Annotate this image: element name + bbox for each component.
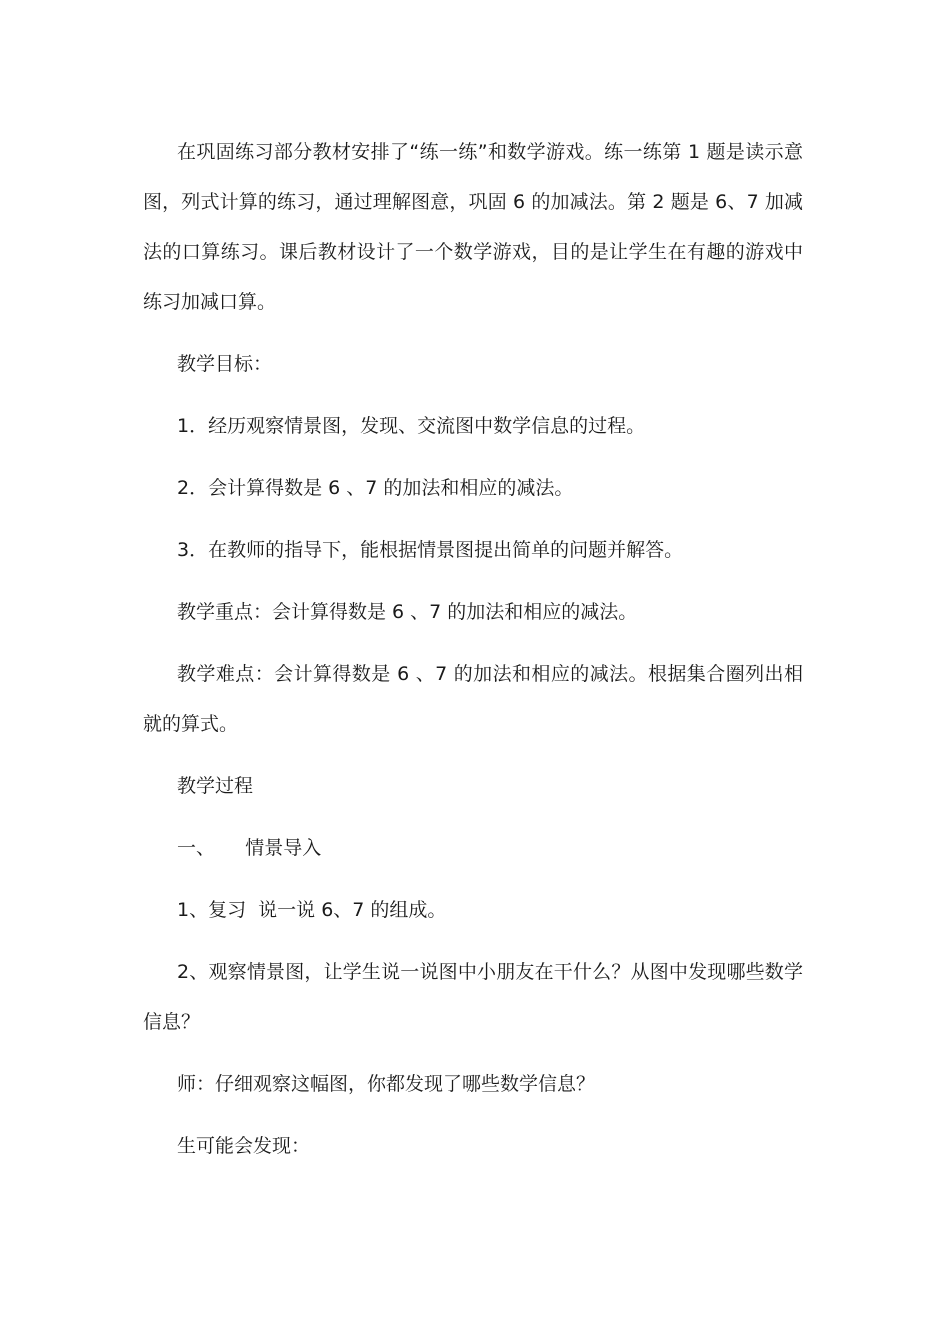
document-body xyxy=(143,127,803,1171)
paragraph-spacer xyxy=(143,811,803,823)
paragraph-spacer xyxy=(143,451,803,463)
paragraph-spacer xyxy=(143,637,803,649)
teaching-key-point: 教学重点：会计算得数是 6 、7 的加法和相应的减法。 xyxy=(177,601,638,623)
paragraph-practice-intro: 在巩固练习部分教材安排了“练一练”和数学游戏。练一练第 1 题是读示意图，列式计算的练习，通过理解图意，巩固 6 的加减法。第 2 题是 6、7 加减法的口算练习。课后教材设计了一个数学游戏，目的是让学生在有趣的游戏中练习加减口算。 xyxy=(143,141,803,313)
paragraph-spacer xyxy=(143,389,803,401)
teaching-difficulty: 教学难点：会计算得数是 6 、7 的加法和相应的减法。根据集合圈列出相就的算式。 xyxy=(143,663,803,735)
goal-item-2: 2．会计算得数是 6 、7 的加法和相应的减法。 xyxy=(177,477,574,499)
section-heading-intro: 一、 情景导入 xyxy=(177,837,322,859)
goal-item-3: 3．在教师的指导下，能根据情景图提出简单的问题并解答。 xyxy=(177,539,684,561)
step-review: 1、复习 说一说 6、7 的组成。 xyxy=(177,899,447,921)
paragraph-spacer xyxy=(143,935,803,947)
paragraph-spacer xyxy=(143,749,803,761)
paragraph-spacer xyxy=(143,575,803,587)
paragraph-spacer xyxy=(143,1109,803,1121)
paragraph-spacer xyxy=(143,1047,803,1059)
teacher-question: 师：仔细观察这幅图，你都发现了哪些数学信息？ xyxy=(177,1073,596,1095)
paragraph-spacer xyxy=(143,873,803,885)
step-observe: 2、观察情景图，让学生说一说图中小朋友在干什么？从图中发现哪些数学信息？ xyxy=(143,961,803,1033)
student-response-intro: 生可能会发现： xyxy=(177,1135,311,1157)
goal-item-1: 1．经历观察情景图，发现、交流图中数学信息的过程。 xyxy=(177,415,646,437)
paragraph-spacer xyxy=(143,327,803,339)
heading-teaching-goals: 教学目标： xyxy=(177,353,273,375)
heading-teaching-process: 教学过程 xyxy=(177,775,254,797)
paragraph-spacer xyxy=(143,513,803,525)
